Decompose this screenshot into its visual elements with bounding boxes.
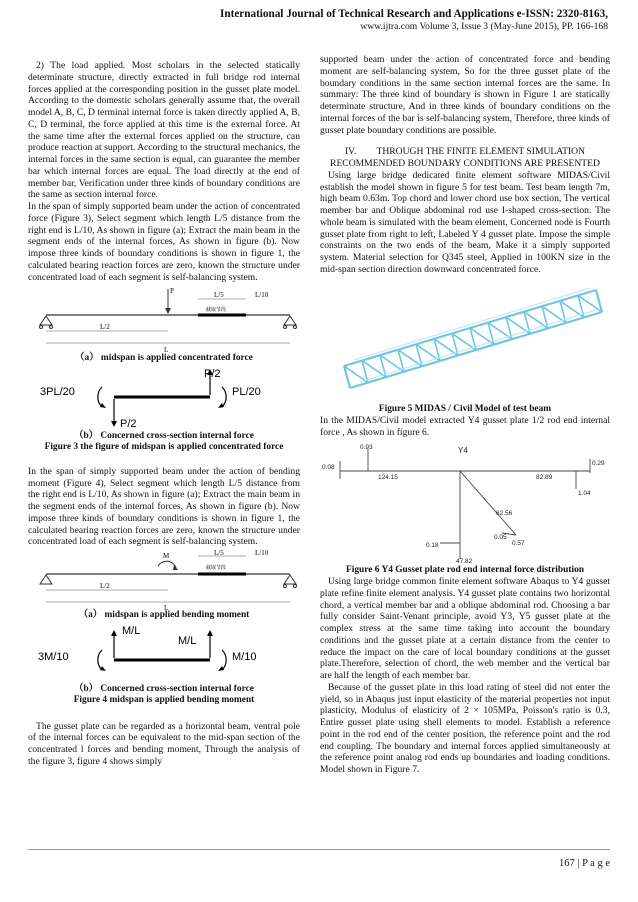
section-heading bbox=[320, 146, 610, 170]
paragraph: Because of the gusset plate in this load rating of steel did not enter the yield, so in Abaqus just input elasticity of the material properties not input plasticity, Modulus of elasticity of 2 × 105MPa, Poisson's ratio is 0.3, Entire gusset plate using shell elements to model. Establish a reference point in the rod end of the center position, the reference point and the rod end coupling. The boundary and internal forces applied simultaneously at the reference point analog rod ends up boundaries and loading conditions. Model shown in Figure 7. bbox=[320, 681, 610, 775]
svg-text:P/2: P/2 bbox=[204, 367, 221, 380]
page-header bbox=[220, 8, 608, 33]
svg-text:0.08: 0.08 bbox=[322, 463, 335, 471]
figure-3a-diagram bbox=[28, 283, 300, 353]
figure-4a-diagram bbox=[28, 548, 300, 610]
left-column bbox=[28, 60, 300, 768]
figure-3b-diagram bbox=[28, 365, 300, 431]
svg-text:0.57: 0.57 bbox=[512, 539, 525, 547]
load-label: P bbox=[170, 287, 174, 296]
figure-4b-subcaption: （b） Concerned cross-section internal force bbox=[74, 683, 254, 694]
figure-4-caption: Figure 4 midspan is applied bending moment bbox=[73, 695, 255, 705]
journal-title: International Journal of Technical Research and Applications e-ISSN: 2320-8163, bbox=[220, 8, 608, 20]
paragraph: In the span of simply supported beam under the action of bending moment (Figure 4), Select segment which length L/5 distance from the right end is L/10, As shown in figure (a); Extract the main beam in the segment ends of the internal forces, As shown in figure (b). Now impose three kinds of boundary conditions is shown in figure 1, the calculated bearing reaction forces are zero, known the structure under concentrated load of each segment is self-balancing system. bbox=[28, 465, 300, 548]
figure-4a-subcaption: （a） midspan is applied bending moment bbox=[78, 610, 250, 620]
section-number: IV. bbox=[344, 146, 357, 158]
section-title: THROUGH THE FINITE ELEMENT SIMULATION RECOMMENDED BOUNDARY CONDITIONS ARE PRESENTED bbox=[330, 146, 600, 169]
svg-text:M/L: M/L bbox=[122, 624, 141, 637]
paragraph: Using large bridge common finite element software Abaqus to Y4 gusset plate refine finite element analysis. Y4 gusset plate contains two horizontal chord, a vertical member bar and a oblique abdominal rod. Choosing a bar fully consider Saint-Venant principle, avoid Y3, Y5 gusset plate at the complex stress at the same time taking into account the boundary conditions and the gusset plate at a certain distance from the center to reduce the impact on the care of local boundary conditions at the gusset plate.Therefore, selection of chord, the web member and the vertical bar are half the length of each member bar. bbox=[320, 576, 610, 681]
svg-text:M/L: M/L bbox=[178, 634, 197, 647]
paragraph: 2) The load applied. Most scholars in the selected statically determinate structure, directly extracted in full bridge rod internal forces applied at the corresponding position in the gusset plate model. According to the domestic scholars generally assume that, the overall model A, B, C, D terminal internal force is taken directly applied A, B, C, D terminal, the force applied at this time is the external force. At the same time after the external forces applied on the structure, can produce reaction at support. According to the structural mechanics, the internal forces in the same section is equal, can guarantee the member bar which internal forces are equal. The load directly at the end of member bar, Verification under three kinds of boundary conditions are the same as section internal force. bbox=[28, 60, 300, 201]
svg-text:M: M bbox=[163, 552, 170, 560]
paragraph: In the MIDAS/Civil model extracted Y4 gusset plate 1/2 rod end internal force , As shown in figure 6. bbox=[320, 415, 610, 438]
svg-text:L/5: L/5 bbox=[214, 291, 224, 300]
node-label: Y4 bbox=[458, 445, 468, 455]
svg-text:L: L bbox=[164, 346, 169, 354]
figure-3a-subcaption: （a） midspan is applied concentrated force bbox=[75, 353, 253, 364]
issue-line: www.ijtra.com Volume 3, Issue 3 (May-June 2015), PP. 166-168 bbox=[360, 21, 608, 32]
svg-text:3M/10: 3M/10 bbox=[38, 650, 69, 663]
figure-4b-diagram bbox=[28, 622, 300, 684]
svg-text:P/2: P/2 bbox=[120, 417, 137, 430]
svg-text:PL/20: PL/20 bbox=[232, 385, 261, 398]
svg-text:M/10: M/10 bbox=[232, 650, 257, 663]
svg-text:L/2: L/2 bbox=[100, 323, 110, 332]
footer-rule bbox=[28, 849, 610, 850]
svg-text:L/10: L/10 bbox=[255, 549, 269, 557]
svg-text:L: L bbox=[164, 604, 169, 610]
right-column bbox=[320, 54, 610, 776]
svg-text:0.29: 0.29 bbox=[592, 459, 605, 467]
svg-text:L/5: L/5 bbox=[214, 549, 224, 557]
figure-3-caption: Figure 3 the figure of midspan is applied concentrated force bbox=[44, 442, 284, 453]
paragraph: supported beam under the action of concentrated force and bending moment are self-balancing system, So for the three gusset plate of the boundary conditions in the same section internal forces are the same. In summary: The three kind of boundary is shown in Figure 1 are statically determinate structure, And in three kinds of boundary conditions on the internal forces of the bar is self-balancing system, Therefore, three kinds of gusset plate boundary conditions are possible. bbox=[320, 54, 610, 136]
figure-5-caption: Figure 5 MIDAS / Civil Model of test beam bbox=[378, 403, 552, 414]
svg-text:L/10: L/10 bbox=[255, 291, 269, 300]
figure-6-caption: Figure 6 Y4 Gusset plate rod end internal force distribution bbox=[346, 564, 584, 575]
svg-text:1.04: 1.04 bbox=[578, 489, 591, 497]
svg-text:0.18: 0.18 bbox=[426, 541, 439, 549]
figure-5-truss-model bbox=[320, 282, 610, 400]
svg-text:0.93: 0.93 bbox=[360, 443, 373, 451]
page-number: 167 | P a g e bbox=[559, 858, 610, 869]
svg-text:截取节段: 截取节段 bbox=[206, 565, 227, 571]
svg-text:82.89: 82.89 bbox=[536, 473, 553, 481]
svg-text:截取节段: 截取节段 bbox=[206, 307, 227, 314]
svg-text:62.56: 62.56 bbox=[496, 509, 513, 517]
svg-text:124.15: 124.15 bbox=[378, 473, 398, 481]
svg-text:3PL/20: 3PL/20 bbox=[40, 385, 75, 398]
figure-6-diagram bbox=[320, 443, 610, 565]
paragraph: In the span of simply supported beam under the action of concentrated force (Figure 3), Select segment which length L/5 distance from the right end is L/10, As shown in figure (a); Extract the main beam in the segment ends of the internal forces, As shown in figure (b). Now impose three kinds of boundary conditions is shown in figure 1, the calculated bearing reaction forces are zero, known the structure under concentrated load of each segment is self-balancing system. bbox=[28, 201, 300, 283]
figure-3b-subcaption: （b） Concerned cross-section internal force bbox=[74, 430, 254, 441]
paragraph: The gusset plate can be regarded as a horizontal beam, ventral pole of the internal forces can be equivalent to the mid-span section of the concentrated l forces and bending moment, Through the analysis of the figure 3, figure 4 shows simply bbox=[28, 720, 300, 767]
svg-text:L/2: L/2 bbox=[100, 582, 110, 590]
svg-text:0.05: 0.05 bbox=[494, 533, 507, 541]
svg-text:47.82: 47.82 bbox=[456, 557, 473, 565]
paragraph: Using large bridge dedicated finite element software MIDAS/Civil establish the model shown in figure 5 for test beam. Test beam length 7m, high beam 0.63m. Top chord and lower chord use box section, The vertical member bar and Oblique abdominal rod use I-shaped cross-section. The whole beam is simulated with the beam element, Concerned node is Fourth gusset plate from right to left, Labeled Y 4 gusset plate. Impose the simple constraints on the two ends of the beam, Make it a simply supported system. Material selection for Q345 steel, Applied in 100KN size in the mid-span section direction downward concentrated force. bbox=[320, 169, 610, 275]
